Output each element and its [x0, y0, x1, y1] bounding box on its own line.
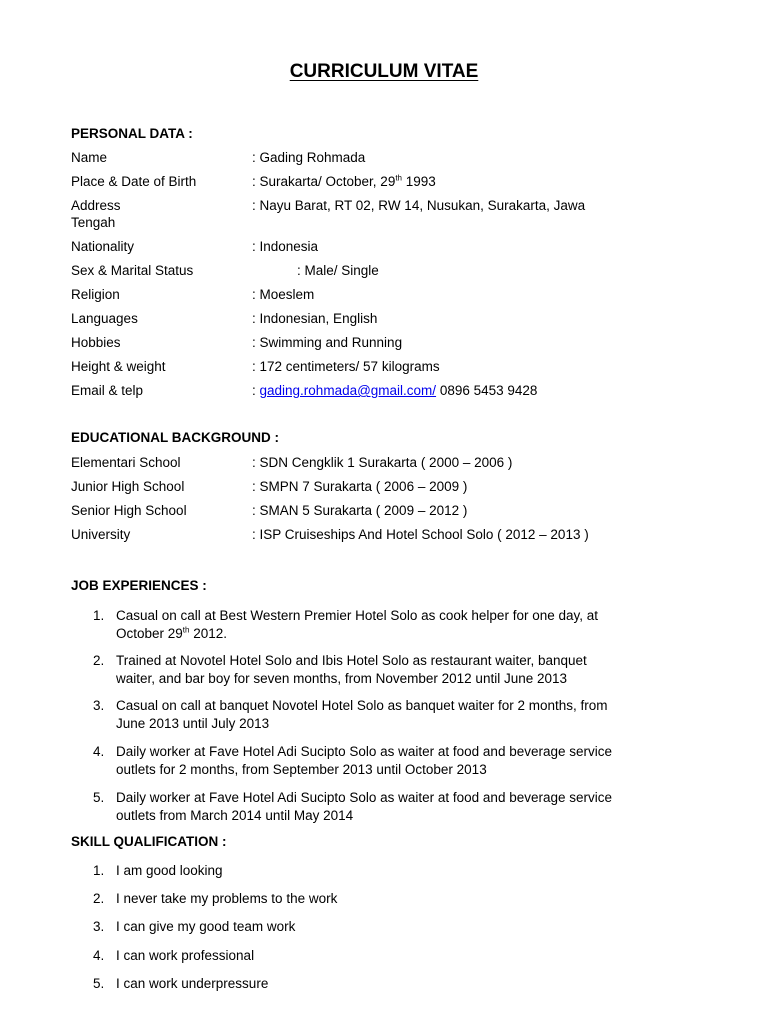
hobbies-row: [71, 334, 691, 352]
sex-label: Sex & Marital Status: [71, 263, 194, 278]
job-text: Casual on call at banquet Novotel Hotel Solo as banquet waiter for 2 months, from June 2013 until July 2013: [116, 698, 608, 731]
birth-row: [71, 173, 691, 191]
height-label: Height & weight: [71, 359, 166, 374]
job-number: 2.: [93, 653, 105, 668]
skill-text: I can work underpressure: [116, 976, 269, 991]
education-value: : SMPN 7 Surakarta ( 2006 – 2009 ): [252, 479, 468, 494]
birth-ordinal: th: [395, 173, 402, 183]
job-number: 4.: [93, 744, 105, 759]
phone-number: 0896 5453 9428: [436, 383, 538, 398]
page-title: CURRICULUM VITAE: [289, 61, 479, 82]
name-label: Name: [71, 150, 108, 165]
languages-row: [71, 310, 691, 328]
hobbies-value: : Swimming and Running: [252, 335, 403, 350]
height-value: : 172 centimeters/ 57 kilograms: [252, 359, 440, 374]
skill-text: I never take my problems to the work: [116, 891, 338, 906]
email-row: [71, 382, 691, 400]
education-value: : SMAN 5 Surakarta ( 2009 – 2012 ): [252, 503, 468, 518]
education-value: : ISP Cruiseships And Hotel School Solo ( 2012 – 2013 ): [252, 527, 589, 542]
education-value: : SDN Cengklik 1 Surakarta ( 2000 – 2006 ): [252, 455, 513, 470]
address-label: Address: [71, 198, 121, 213]
religion-value: : Moeslem: [252, 287, 315, 302]
education-label: Junior High School: [71, 479, 185, 494]
nationality-row: [71, 238, 691, 256]
email-value: : gading.rohmada@gmail.com/ 0896 5453 9428: [252, 383, 538, 398]
job-text: Daily worker at Fave Hotel Adi Sucipto Solo as waiter at food and beverage service outlets from March 2014 until May 2014: [116, 790, 613, 823]
email-label: Email & telp: [71, 383, 144, 398]
skill-text: I can work professional: [116, 948, 255, 963]
job-number: 5.: [93, 790, 105, 805]
skill-number: 2.: [93, 891, 105, 906]
education-row: [71, 526, 691, 544]
skill-text: I can give my good team work: [116, 919, 296, 934]
education-heading: EDUCATIONAL BACKGROUND :: [71, 430, 279, 445]
name-value: : Gading Rohmada: [252, 150, 366, 165]
birth-label: Place & Date of Birth: [71, 174, 197, 189]
languages-value: : Indonesian, English: [252, 311, 378, 326]
hobbies-label: Hobbies: [71, 335, 121, 350]
height-row: [71, 358, 691, 376]
education-label: Elementari School: [71, 455, 181, 470]
sex-row: [71, 262, 691, 280]
nationality-value: : Indonesia: [252, 239, 319, 254]
sex-value: : Male/ Single: [297, 263, 379, 278]
languages-label: Languages: [71, 311, 138, 326]
personal-data-heading: PERSONAL DATA :: [71, 126, 193, 141]
education-label: Senior High School: [71, 503, 187, 518]
education-label: University: [71, 527, 131, 542]
skill-number: 1.: [93, 863, 105, 878]
job-text: Casual on call at Best Western Premier Hotel Solo as cook helper for one day, at October 29th 2012.: [116, 608, 598, 641]
birth-value: : Surakarta/ October, 29th 1993: [252, 173, 436, 189]
skill-text: I am good looking: [116, 863, 223, 878]
nationality-label: Nationality: [71, 239, 135, 254]
address-row: [71, 197, 691, 215]
skill-number: 4.: [93, 948, 105, 963]
job-text: Trained at Novotel Hotel Solo and Ibis Hotel Solo as restaurant waiter, banquet waiter, and bar boy for seven months, from November 2012 until June 2013: [116, 653, 587, 686]
job-experiences-heading: JOB EXPERIENCES :: [71, 578, 207, 593]
address-continuation: Tengah: [71, 215, 116, 230]
skill-number: 5.: [93, 976, 105, 991]
education-row: [71, 478, 691, 496]
email-link[interactable]: gading.rohmada@gmail.com/: [259, 383, 437, 398]
religion-row: [71, 286, 691, 304]
address-value: : Nayu Barat, RT 02, RW 14, Nusukan, Surakarta, Jawa: [252, 198, 586, 213]
job-number: 3.: [93, 698, 105, 713]
job-number: 1.: [93, 608, 105, 623]
education-row: [71, 502, 691, 520]
job-text: Daily worker at Fave Hotel Adi Sucipto Solo as waiter at food and beverage service outlets for 2 months, from September 2013 until October 2013: [116, 744, 613, 777]
education-row: [71, 454, 691, 472]
religion-label: Religion: [71, 287, 120, 302]
skill-qualification-heading: SKILL QUALIFICATION :: [71, 834, 227, 849]
skill-number: 3.: [93, 919, 105, 934]
name-row: [71, 149, 691, 167]
